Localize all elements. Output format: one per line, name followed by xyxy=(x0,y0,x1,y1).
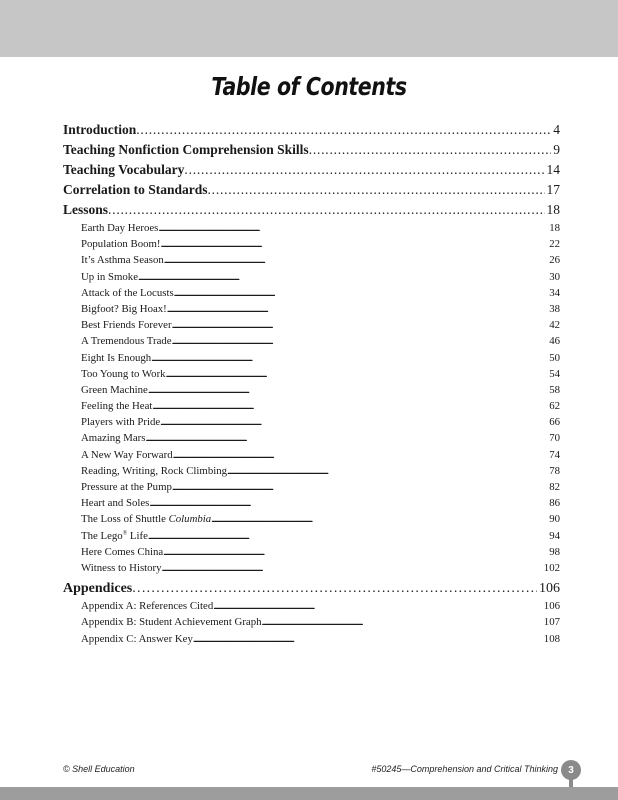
dot-leader xyxy=(211,513,548,525)
dot-leader xyxy=(162,562,543,574)
toc-entry-label-text: Appendix B: Student Achievement Graph xyxy=(81,616,262,629)
toc-entry-vocabulary xyxy=(63,162,560,182)
toc-entry-label-text: The Lego xyxy=(81,529,123,542)
dot-leader xyxy=(151,352,548,364)
toc-entry-page: 58 xyxy=(549,383,560,396)
toc-entry-page: 70 xyxy=(549,432,560,445)
dot-leader xyxy=(262,616,543,628)
lesson-entry xyxy=(63,384,560,400)
toc-entry-label-text: Earth Day Heroes xyxy=(81,222,159,234)
footer-band xyxy=(0,787,618,800)
dot-leader xyxy=(167,303,548,315)
appendix-entry xyxy=(63,616,560,632)
toc-entry-label-text: Up in Smoke xyxy=(81,270,138,283)
lesson-entry xyxy=(63,432,560,448)
toc-entry-label-text: Best Friends Forever xyxy=(81,319,172,332)
toc-entry-label-text: Too Young to Work xyxy=(81,367,166,380)
toc-entry-label-italic: Columbia xyxy=(168,513,212,526)
toc-entry-label xyxy=(81,481,172,493)
toc-entry-label xyxy=(81,546,163,558)
lesson-entry xyxy=(63,335,560,351)
appendix-list xyxy=(63,600,560,649)
toc-entry-page: 102 xyxy=(543,561,560,574)
dot-leader xyxy=(208,182,545,198)
toc-entry-page: 22 xyxy=(549,238,560,251)
toc-entry-label-text: Reading, Writing, Rock Climbing xyxy=(81,464,228,477)
toc-entry-page: 46 xyxy=(549,335,560,348)
dot-leader xyxy=(227,465,548,477)
toc-entry-nonfiction-skills xyxy=(63,142,560,162)
toc-entry-page: 42 xyxy=(549,319,560,332)
toc-entry-label-suffix: Life xyxy=(127,529,148,542)
appendix-entry xyxy=(63,600,560,616)
toc-entry-label xyxy=(81,368,166,380)
lesson-entry xyxy=(63,497,560,513)
dot-leader xyxy=(184,162,544,178)
table-of-contents xyxy=(63,122,560,649)
toc-entry-label xyxy=(81,271,138,283)
toc-entry-label-text: Pressure at the Pump xyxy=(81,481,172,493)
toc-entry-label: Lessons xyxy=(63,202,109,217)
toc-entry-label-text: Witness to History xyxy=(81,561,162,574)
toc-entry-label xyxy=(81,562,162,574)
toc-entry-page: 30 xyxy=(549,270,560,283)
toc-entry-label-text: A Tremendous Trade xyxy=(81,335,172,348)
toc-entry-introduction xyxy=(63,122,560,142)
toc-entry-label xyxy=(81,633,193,645)
toc-entry-label: Correlation to Standards xyxy=(63,182,208,197)
toc-entry-page: 54 xyxy=(549,367,560,380)
toc-entry-label xyxy=(81,600,213,612)
toc-entry-page: 90 xyxy=(549,513,560,526)
dot-leader xyxy=(138,271,548,283)
lesson-entry xyxy=(63,271,560,287)
toc-entry-label xyxy=(81,352,151,364)
toc-entry-page: 108 xyxy=(543,632,560,645)
toc-entry-label xyxy=(81,238,160,250)
toc-entry-label-text: Here Comes China xyxy=(81,545,164,558)
toc-entry-label xyxy=(81,432,145,444)
toc-entry-label xyxy=(81,303,167,315)
toc-entry-label-text: Population Boom! xyxy=(81,238,161,251)
lesson-entry xyxy=(63,546,560,562)
toc-entry-standards xyxy=(63,182,560,202)
dot-leader xyxy=(149,497,548,509)
dot-leader xyxy=(148,384,548,396)
toc-entry-label xyxy=(81,465,227,477)
toc-entry-page: 94 xyxy=(549,529,560,542)
toc-entry-label-text: A New Way Forward xyxy=(81,448,173,461)
toc-entry-label xyxy=(81,319,172,331)
toc-entry-label xyxy=(81,400,152,412)
toc-entry-page: 4 xyxy=(553,122,560,137)
toc-entry-label xyxy=(81,384,148,396)
toc-entry-page: 26 xyxy=(549,254,560,267)
toc-entry-page: 38 xyxy=(549,302,560,315)
appendix-entry xyxy=(63,633,560,649)
lesson-entry xyxy=(63,481,560,497)
toc-entry-page: 86 xyxy=(549,497,560,510)
dot-leader xyxy=(158,222,548,234)
toc-entry-page: 107 xyxy=(543,616,560,629)
toc-entry-page: 14 xyxy=(546,162,560,177)
toc-entry-page: 34 xyxy=(549,286,560,299)
toc-entry-appendices xyxy=(63,581,560,600)
page-title: Table of Contents xyxy=(211,72,407,101)
dot-leader xyxy=(173,449,549,461)
dot-leader xyxy=(193,633,543,645)
dot-leader xyxy=(132,581,537,597)
dot-leader xyxy=(172,481,548,493)
toc-entry-label-text: Appendix C: Answer Key xyxy=(81,632,193,645)
toc-entry-label-text: Heart and Soles xyxy=(81,497,150,510)
toc-entry-label xyxy=(81,254,164,266)
toc-entry-label-text: Eight Is Enough xyxy=(81,351,152,364)
header-band xyxy=(0,0,618,57)
registered-mark: ® xyxy=(122,529,128,536)
toc-entry-page: 74 xyxy=(549,448,560,461)
page-number-badge: 3 xyxy=(561,760,581,780)
lesson-entry xyxy=(63,400,560,416)
toc-entry-label-text: Bigfoot? Big Hoax! xyxy=(81,302,167,315)
dot-leader xyxy=(164,254,548,266)
toc-entry-label-text: Appendix A: References Cited xyxy=(81,600,214,613)
toc-entry-label: Introduction xyxy=(63,122,137,137)
lesson-entry xyxy=(63,352,560,368)
toc-entry-label-text: Attack of the Locusts xyxy=(81,286,174,299)
dot-leader xyxy=(172,335,549,347)
toc-entry-page: 17 xyxy=(546,182,560,197)
dot-leader xyxy=(172,319,549,331)
dot-leader xyxy=(174,287,549,299)
toc-entry-label-text: Players with Pride xyxy=(81,416,161,429)
toc-entry-page: 18 xyxy=(549,222,560,234)
toc-entry-label-text: Feeling the Heat xyxy=(81,400,153,413)
toc-entry-label xyxy=(81,449,173,461)
toc-entry-page: 82 xyxy=(549,481,560,493)
toc-entry-label xyxy=(81,335,172,347)
lesson-entry xyxy=(63,238,560,254)
toc-entry-page: 98 xyxy=(549,545,560,558)
toc-entry-label-text: It’s Asthma Season xyxy=(81,254,164,267)
dot-leader xyxy=(309,142,552,158)
lesson-entry xyxy=(63,513,560,529)
dot-leader xyxy=(145,432,548,444)
toc-entry-page: 62 xyxy=(549,400,560,413)
toc-entry-page: 9 xyxy=(553,142,560,157)
lesson-entry xyxy=(63,222,560,238)
footer-copyright: © Shell Education xyxy=(63,764,135,774)
footer-book-title: #50245—Comprehension and Critical Thinking xyxy=(371,764,558,774)
dot-leader xyxy=(213,600,543,612)
toc-entry-label-text: Green Machine xyxy=(81,383,148,396)
lesson-entry xyxy=(63,449,560,465)
toc-entry-page: 50 xyxy=(549,351,560,364)
toc-entry-label xyxy=(81,616,262,628)
toc-entry-page: 106 xyxy=(539,581,560,597)
dot-leader xyxy=(152,400,548,412)
toc-entry-label xyxy=(81,497,149,509)
lesson-entry xyxy=(63,562,560,578)
lesson-list xyxy=(63,222,560,578)
dot-leader xyxy=(148,530,548,542)
toc-entry-page: 78 xyxy=(549,464,560,477)
toc-entry-label xyxy=(81,416,160,428)
toc-entry-label xyxy=(81,222,158,234)
lesson-entry xyxy=(63,465,560,481)
toc-entry-page: 66 xyxy=(549,416,560,429)
toc-entry-label xyxy=(81,513,211,525)
toc-entry-page: 106 xyxy=(543,600,560,613)
toc-entry-label xyxy=(81,530,148,542)
toc-entry-label: Appendices xyxy=(63,581,133,597)
toc-entry-label: Teaching Vocabulary xyxy=(63,162,185,177)
lesson-entry xyxy=(63,319,560,335)
toc-entry-lessons xyxy=(63,202,560,222)
lesson-entry xyxy=(63,303,560,319)
toc-entry-page: 18 xyxy=(546,202,560,217)
toc-entry-label-text: The Loss of Shuttle xyxy=(81,513,169,526)
lesson-entry xyxy=(63,416,560,432)
lesson-entry xyxy=(63,254,560,270)
toc-entry-label xyxy=(81,287,174,299)
dot-leader xyxy=(163,546,548,558)
dot-leader xyxy=(136,122,551,138)
dot-leader xyxy=(108,202,544,218)
dot-leader xyxy=(166,368,549,380)
dot-leader xyxy=(160,416,548,428)
lesson-entry xyxy=(63,530,560,546)
dot-leader xyxy=(160,238,548,250)
lesson-entry xyxy=(63,368,560,384)
toc-entry-label: Teaching Nonfiction Comprehension Skills xyxy=(63,142,309,157)
toc-entry-label-text: Amazing Mars xyxy=(81,432,146,445)
lesson-entry xyxy=(63,287,560,303)
